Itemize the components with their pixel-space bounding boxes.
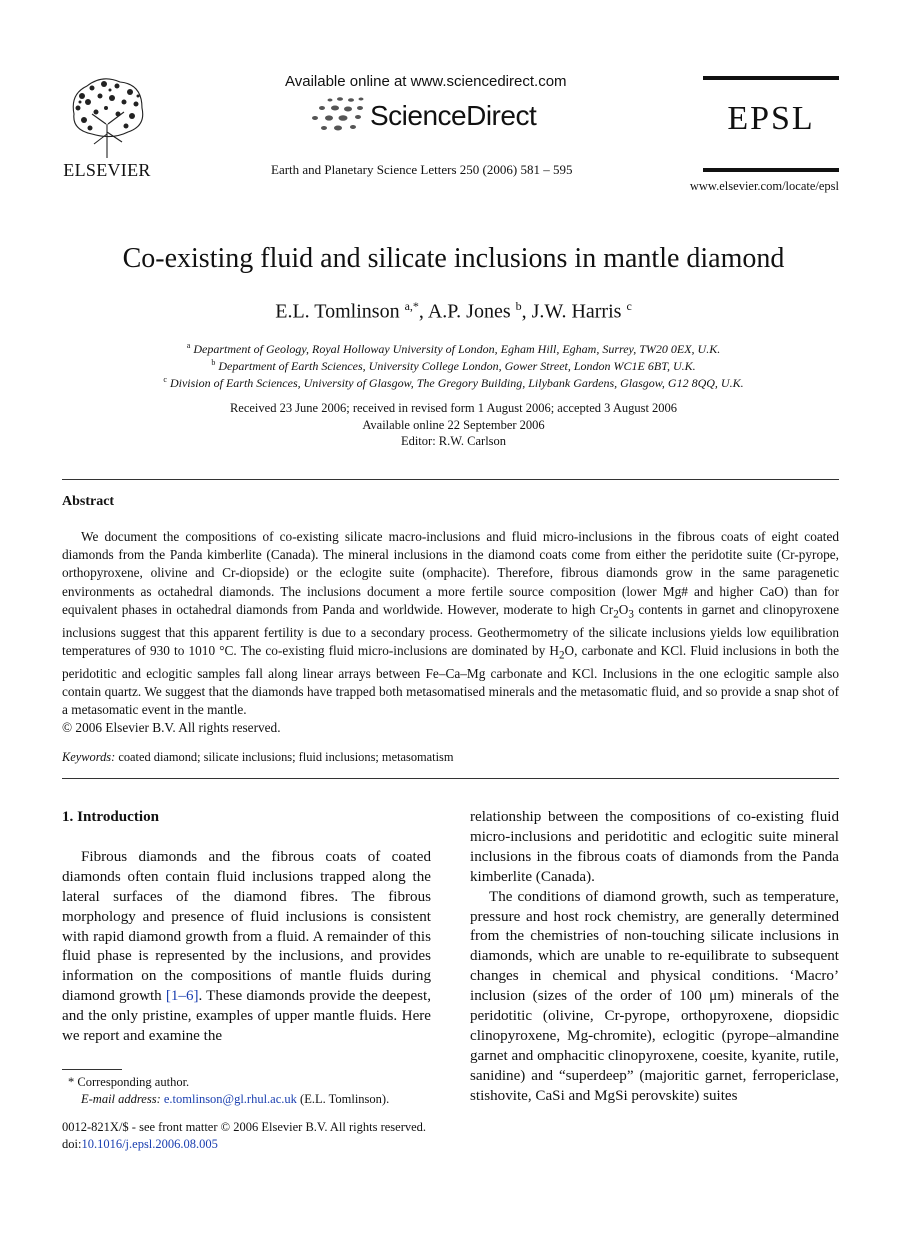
abstract-paragraph: We document the compositions of co-existing silicate macro-inclusions and fluid micro-inclusions in the fibrous coats of eight coated diamonds from the Panda kimberlite (Canada). The mineral inclusions in the diamond coats come from either the peridotite suite (Cr-pyrope, orthopyroxene, olivine and Cr-diopside) or the eclogite suite (omphacite). Therefore, fibrous diamonds grow in the same paragenetic environments as octahedral diamonds. The inclusions document a more fertile source composition (lower Mg# and higher CaO) than for equivalent phases in octahedral diamonds from Panda and worldwide. However, moderate to high $Cr_2O_3$ contents in garnet and clinopyroxene inclusions suggest that this apparent fertility is due to a secondary process. Geothermometry of the silicate inclusions yields low equilibration temperatures of 930 to 1010 °C. The co-existing fluid micro-inclusions are dominated by $H_2O$, carbonate and KCl. Fluid inclusions in both the peridotitic and eclogitic samples fall along linear arrays between Fe–Ca–Mg carbonate and KCl. Inclusions in the one eclogitic sample also contain quartz. We suggest that the diamonds have trapped both metasomatised minerals and the metasomatic fluid, and so provide a snap shot of a metasomatic event in the mantle. (62, 529, 840, 718)
affiliation-sup: b (211, 358, 216, 367)
citation-link[interactable]: [1–6] (165, 988, 199, 1005)
elsevier-logo (62, 74, 152, 180)
sciencedirect-dots-icon (308, 96, 370, 136)
abstract-copyright: © 2006 Elsevier B.V. All rights reserved. (62, 720, 281, 736)
body-paragraph: Fibrous diamonds and the fibrous coats of coated diamonds often contain fluid inclusions trapped along the lateral surfaces of the diamond fibres. The fibrous morphology and presence of fluid inclusions is consistent with rapid diamond growth from a fluid. A remainder of this fluid phase is represented by the inclusions, and provides information on the compositions of mantle fluids during diamond growth [1–6]. These diamonds provide the deepest, and the only pristine, examples of upper mantle fluids. Here we report and examine the (62, 848, 431, 1045)
email-link[interactable]: e.tomlinson@gl.rhul.ac.uk (163, 1092, 297, 1106)
abstract-heading: Abstract (62, 494, 115, 509)
publisher-name: ELSEVIER (63, 160, 151, 180)
abstract-body (62, 528, 839, 738)
keywords-label: Keywords: (62, 750, 116, 764)
body-paragraph: The conditions of diamond growth, such as temperature, pressure and host rock chemistry, are generally determined from the chemistries of non-touching silicate inclusions in diamonds, which are unable to re-equilibrate to subsequent changes in chemical and physical conditions. ‘Macro’ inclusion (sizes of the order of 100 μm) minerals of the peridotitic (olivine, Cr-pyrope, orthopyroxene, diopsidic clinopyroxene, Mg-chromite), eclogitic (pyrope–almandine garnet and omphacitic clinopyroxene, coesite, kyanite, rutile, sanidine) and “superdeep” (majoritic garnet, ferropericlase, stishovite, CaSi and MgSi perovskite) suites (470, 888, 839, 1104)
affiliation-sup: a (186, 341, 191, 350)
doi-link[interactable]: 10.1016/j.epsl.2006.08.005 (81, 1137, 218, 1151)
editor: Editor: R.W. Carlson (400, 434, 507, 448)
keywords-text: coated diamond; silicate inclusions; fluid inclusions; metasomatism (115, 750, 454, 764)
author-name: E.L. Tomlinson (275, 300, 400, 323)
journal-url[interactable]: www.elsevier.com/locate/epsl (689, 179, 839, 193)
doi-line: doi:10.1016/j.epsl.2006.08.005 (62, 1137, 218, 1151)
epsl-rule-bottom (703, 168, 839, 172)
online-date: Available online 22 September 2006 (362, 418, 545, 432)
author-name: A.P. Jones (427, 300, 511, 323)
author-sup: c (626, 299, 632, 313)
corresponding-author-note: * Corresponding author. (68, 1075, 190, 1089)
author-name: J.W. Harris (531, 300, 622, 323)
author-list: E.L. Tomlinson $^{a,*}$, A.P. Jones $^b$, J.W. Harris $^c$ (275, 299, 632, 323)
right-column (470, 808, 839, 1107)
epsl-rule-top (703, 76, 839, 80)
affiliation-text: Division of Earth Sciences, University of Glasgow, The Gregory Building, Lilybank Gardens, Glasgow, G12 8QQ, U.K. (169, 376, 744, 390)
journal-abbrev: EPSL (727, 100, 815, 137)
issn-line: 0012-821X/$ - see front matter © 2006 Elsevier B.V. All rights reserved. (62, 1120, 427, 1134)
received-dates: Received 23 June 2006; received in revised form 1 August 2006; accepted 3 August 2006 (229, 401, 678, 415)
left-column (62, 808, 431, 1047)
affiliation-text: Department of Geology, Royal Holloway University of London, Egham Hill, Egham, Surrey, TW20 0EX, U.K. (193, 342, 721, 356)
section-heading: 1. Introduction (62, 809, 160, 825)
affiliation (0, 341, 907, 357)
affiliation (0, 375, 907, 391)
sciencedirect-wordmark: ScienceDirect (370, 100, 537, 131)
divider (62, 479, 839, 480)
divider (62, 778, 839, 779)
affiliation (0, 358, 907, 374)
author-sup: a,* (404, 299, 419, 313)
email-note: E-mail address: e.tomlinson@gl.rhul.ac.uk (E.L. Tomlinson). (81, 1092, 390, 1106)
article-title: Co-existing fluid and silicate inclusions in mantle diamond (122, 243, 785, 274)
available-online-text: Available online at www.sciencedirect.com (285, 73, 567, 90)
author-sup: b (515, 299, 522, 313)
elsevier-tree-icon (62, 74, 152, 158)
footnote-rule (62, 1069, 122, 1070)
affiliation-text: Department of Earth Sciences, University College London, Gower Street, London WC1E 6BT, U.K. (218, 359, 696, 373)
body-paragraph: relationship between the compositions of co-existing fluid micro-inclusions and peridotitic and eclogitic suite mineral inclusions in the fibrous coats of diamonds from the Panda kimberlite (Canada). (470, 809, 839, 885)
keywords (62, 750, 454, 765)
affiliation-sup: c (163, 375, 167, 384)
journal-reference: Earth and Planetary Science Letters 250 (2006) 581 – 595 (271, 162, 573, 177)
